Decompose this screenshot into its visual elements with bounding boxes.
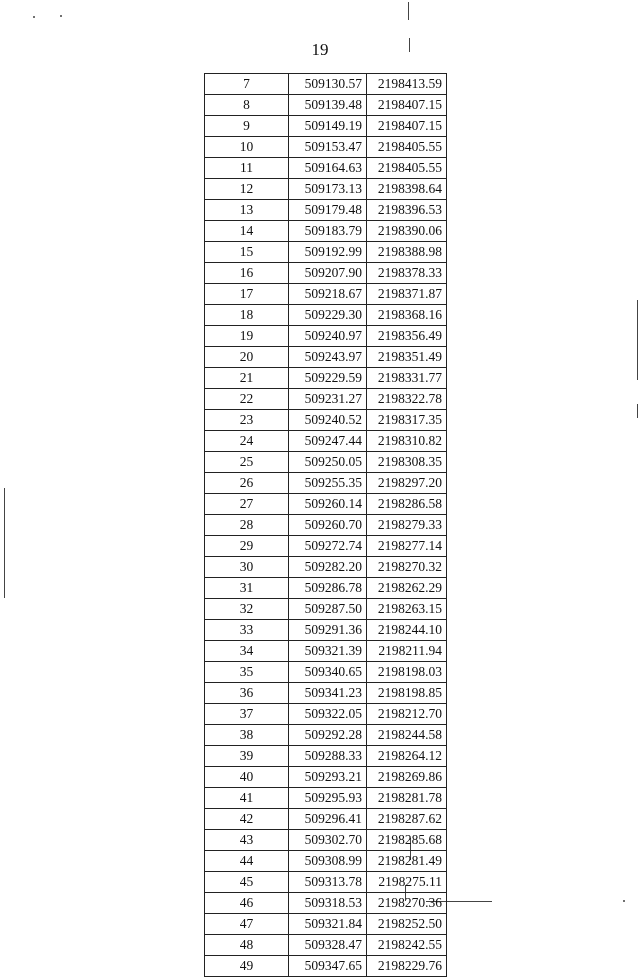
point-number-cell: 9 [205, 116, 289, 137]
table-row [205, 368, 447, 389]
y-coordinate-cell: 2198211.94 [367, 641, 447, 662]
y-coordinate-cell: 2198407.15 [367, 95, 447, 116]
y-coordinate-cell: 2198277.14 [367, 536, 447, 557]
y-coordinate-cell: 2198281.78 [367, 788, 447, 809]
point-number-cell: 31 [205, 578, 289, 599]
y-coordinate-cell: 2198263.15 [367, 599, 447, 620]
y-coordinate-cell: 2198275.11 [367, 872, 447, 893]
point-number-cell: 8 [205, 95, 289, 116]
y-coordinate-cell: 2198310.82 [367, 431, 447, 452]
table-row [205, 158, 447, 179]
table-row [205, 410, 447, 431]
point-number-cell: 43 [205, 830, 289, 851]
scan-speck [623, 900, 625, 902]
x-coordinate-cell: 509340.65 [289, 662, 367, 683]
y-coordinate-cell: 2198269.86 [367, 767, 447, 788]
table-row [205, 389, 447, 410]
table-row [205, 95, 447, 116]
point-number-cell: 25 [205, 452, 289, 473]
x-coordinate-cell: 509130.57 [289, 74, 367, 95]
y-coordinate-cell: 2198378.33 [367, 263, 447, 284]
point-number-cell: 11 [205, 158, 289, 179]
table-row [205, 515, 447, 536]
x-coordinate-cell: 509247.44 [289, 431, 367, 452]
coordinates-table [204, 73, 447, 977]
table-row [205, 326, 447, 347]
x-coordinate-cell: 509347.65 [289, 956, 367, 977]
y-coordinate-cell: 2198322.78 [367, 389, 447, 410]
point-number-cell: 30 [205, 557, 289, 578]
point-number-cell: 15 [205, 242, 289, 263]
y-coordinate-cell: 2198242.55 [367, 935, 447, 956]
x-coordinate-cell: 509260.70 [289, 515, 367, 536]
table-row [205, 74, 447, 95]
y-coordinate-cell: 2198270.32 [367, 557, 447, 578]
table-row [205, 179, 447, 200]
point-number-cell: 23 [205, 410, 289, 431]
y-coordinate-cell: 2198281.49 [367, 851, 447, 872]
scan-line [637, 300, 638, 380]
y-coordinate-cell: 2198252.50 [367, 914, 447, 935]
table-row [205, 935, 447, 956]
table-row [205, 242, 447, 263]
point-number-cell: 48 [205, 935, 289, 956]
x-coordinate-cell: 509302.70 [289, 830, 367, 851]
point-number-cell: 24 [205, 431, 289, 452]
y-coordinate-cell: 2198388.98 [367, 242, 447, 263]
point-number-cell: 20 [205, 347, 289, 368]
point-number-cell: 12 [205, 179, 289, 200]
x-coordinate-cell: 509207.90 [289, 263, 367, 284]
table-row [205, 494, 447, 515]
table-row [205, 557, 447, 578]
scan-speck [33, 16, 35, 18]
point-number-cell: 34 [205, 641, 289, 662]
point-number-cell: 16 [205, 263, 289, 284]
x-coordinate-cell: 509272.74 [289, 536, 367, 557]
point-number-cell: 27 [205, 494, 289, 515]
table-row [205, 284, 447, 305]
y-coordinate-cell: 2198285.68 [367, 830, 447, 851]
table-row [205, 956, 447, 977]
point-number-cell: 7 [205, 74, 289, 95]
table-row [205, 809, 447, 830]
x-coordinate-cell: 509287.50 [289, 599, 367, 620]
table-row [205, 599, 447, 620]
x-coordinate-cell: 509288.33 [289, 746, 367, 767]
x-coordinate-cell: 509308.99 [289, 851, 367, 872]
scan-line [637, 404, 638, 418]
table-row [205, 305, 447, 326]
x-coordinate-cell: 509292.28 [289, 725, 367, 746]
table-row [205, 704, 447, 725]
point-number-cell: 13 [205, 200, 289, 221]
table-row [205, 767, 447, 788]
x-coordinate-cell: 509139.48 [289, 95, 367, 116]
x-coordinate-cell: 509260.14 [289, 494, 367, 515]
y-coordinate-cell: 2198270.36 [367, 893, 447, 914]
y-coordinate-cell: 2198398.64 [367, 179, 447, 200]
table-row [205, 725, 447, 746]
x-coordinate-cell: 509164.63 [289, 158, 367, 179]
table-row [205, 221, 447, 242]
x-coordinate-cell: 509153.47 [289, 137, 367, 158]
y-coordinate-cell: 2198390.06 [367, 221, 447, 242]
y-coordinate-cell: 2198396.53 [367, 200, 447, 221]
x-coordinate-cell: 509173.13 [289, 179, 367, 200]
table-row [205, 788, 447, 809]
table-row [205, 347, 447, 368]
scan-line [4, 488, 5, 598]
x-coordinate-cell: 509218.67 [289, 284, 367, 305]
table-row [205, 137, 447, 158]
y-coordinate-cell: 2198405.55 [367, 137, 447, 158]
point-number-cell: 44 [205, 851, 289, 872]
y-coordinate-cell: 2198356.49 [367, 326, 447, 347]
point-number-cell: 45 [205, 872, 289, 893]
point-number-cell: 40 [205, 767, 289, 788]
x-coordinate-cell: 509321.84 [289, 914, 367, 935]
y-coordinate-cell: 2198371.87 [367, 284, 447, 305]
table-row [205, 200, 447, 221]
y-coordinate-cell: 2198351.49 [367, 347, 447, 368]
point-number-cell: 19 [205, 326, 289, 347]
x-coordinate-cell: 509229.30 [289, 305, 367, 326]
y-coordinate-cell: 2198244.10 [367, 620, 447, 641]
table-row [205, 473, 447, 494]
x-coordinate-cell: 509179.48 [289, 200, 367, 221]
x-coordinate-cell: 509240.97 [289, 326, 367, 347]
point-number-cell: 47 [205, 914, 289, 935]
table-row [205, 872, 447, 893]
point-number-cell: 49 [205, 956, 289, 977]
y-coordinate-cell: 2198212.70 [367, 704, 447, 725]
table-row [205, 641, 447, 662]
table-row [205, 893, 447, 914]
x-coordinate-cell: 509291.36 [289, 620, 367, 641]
point-number-cell: 42 [205, 809, 289, 830]
point-number-cell: 14 [205, 221, 289, 242]
x-coordinate-cell: 509341.23 [289, 683, 367, 704]
point-number-cell: 36 [205, 683, 289, 704]
table-row [205, 578, 447, 599]
point-number-cell: 22 [205, 389, 289, 410]
y-coordinate-cell: 2198308.35 [367, 452, 447, 473]
x-coordinate-cell: 509318.53 [289, 893, 367, 914]
point-number-cell: 39 [205, 746, 289, 767]
x-coordinate-cell: 509322.05 [289, 704, 367, 725]
table-row [205, 914, 447, 935]
y-coordinate-cell: 2198198.03 [367, 662, 447, 683]
y-coordinate-cell: 2198297.20 [367, 473, 447, 494]
coordinates-table-body [205, 74, 447, 977]
x-coordinate-cell: 509321.39 [289, 641, 367, 662]
table-row [205, 620, 447, 641]
point-number-cell: 29 [205, 536, 289, 557]
scan-speck [60, 15, 62, 17]
x-coordinate-cell: 509192.99 [289, 242, 367, 263]
y-coordinate-cell: 2198287.62 [367, 809, 447, 830]
point-number-cell: 10 [205, 137, 289, 158]
point-number-cell: 46 [205, 893, 289, 914]
y-coordinate-cell: 2198229.76 [367, 956, 447, 977]
table-row [205, 536, 447, 557]
x-coordinate-cell: 509293.21 [289, 767, 367, 788]
x-coordinate-cell: 509295.93 [289, 788, 367, 809]
y-coordinate-cell: 2198279.33 [367, 515, 447, 536]
point-number-cell: 18 [205, 305, 289, 326]
table-row [205, 116, 447, 137]
y-coordinate-cell: 2198264.12 [367, 746, 447, 767]
scan-line [408, 2, 409, 20]
y-coordinate-cell: 2198413.59 [367, 74, 447, 95]
x-coordinate-cell: 509328.47 [289, 935, 367, 956]
table-row [205, 263, 447, 284]
point-number-cell: 38 [205, 725, 289, 746]
point-number-cell: 41 [205, 788, 289, 809]
point-number-cell: 37 [205, 704, 289, 725]
y-coordinate-cell: 2198198.85 [367, 683, 447, 704]
point-number-cell: 28 [205, 515, 289, 536]
table-row [205, 452, 447, 473]
table-row [205, 431, 447, 452]
x-coordinate-cell: 509282.20 [289, 557, 367, 578]
y-coordinate-cell: 2198262.29 [367, 578, 447, 599]
point-number-cell: 35 [205, 662, 289, 683]
x-coordinate-cell: 509286.78 [289, 578, 367, 599]
x-coordinate-cell: 509250.05 [289, 452, 367, 473]
x-coordinate-cell: 509149.19 [289, 116, 367, 137]
y-coordinate-cell: 2198407.15 [367, 116, 447, 137]
table-row [205, 746, 447, 767]
y-coordinate-cell: 2198244.58 [367, 725, 447, 746]
point-number-cell: 17 [205, 284, 289, 305]
x-coordinate-cell: 509296.41 [289, 809, 367, 830]
table-row [205, 830, 447, 851]
table-row [205, 683, 447, 704]
page-number: 19 [311, 40, 329, 59]
y-coordinate-cell: 2198317.35 [367, 410, 447, 431]
point-number-cell: 21 [205, 368, 289, 389]
y-coordinate-cell: 2198286.58 [367, 494, 447, 515]
x-coordinate-cell: 509243.97 [289, 347, 367, 368]
x-coordinate-cell: 509313.78 [289, 872, 367, 893]
y-coordinate-cell: 2198368.16 [367, 305, 447, 326]
point-number-cell: 32 [205, 599, 289, 620]
x-coordinate-cell: 509229.59 [289, 368, 367, 389]
x-coordinate-cell: 509255.35 [289, 473, 367, 494]
x-coordinate-cell: 509240.52 [289, 410, 367, 431]
table-row [205, 662, 447, 683]
x-coordinate-cell: 509183.79 [289, 221, 367, 242]
x-coordinate-cell: 509231.27 [289, 389, 367, 410]
y-coordinate-cell: 2198405.55 [367, 158, 447, 179]
y-coordinate-cell: 2198331.77 [367, 368, 447, 389]
point-number-cell: 33 [205, 620, 289, 641]
table-row [205, 851, 447, 872]
point-number-cell: 26 [205, 473, 289, 494]
